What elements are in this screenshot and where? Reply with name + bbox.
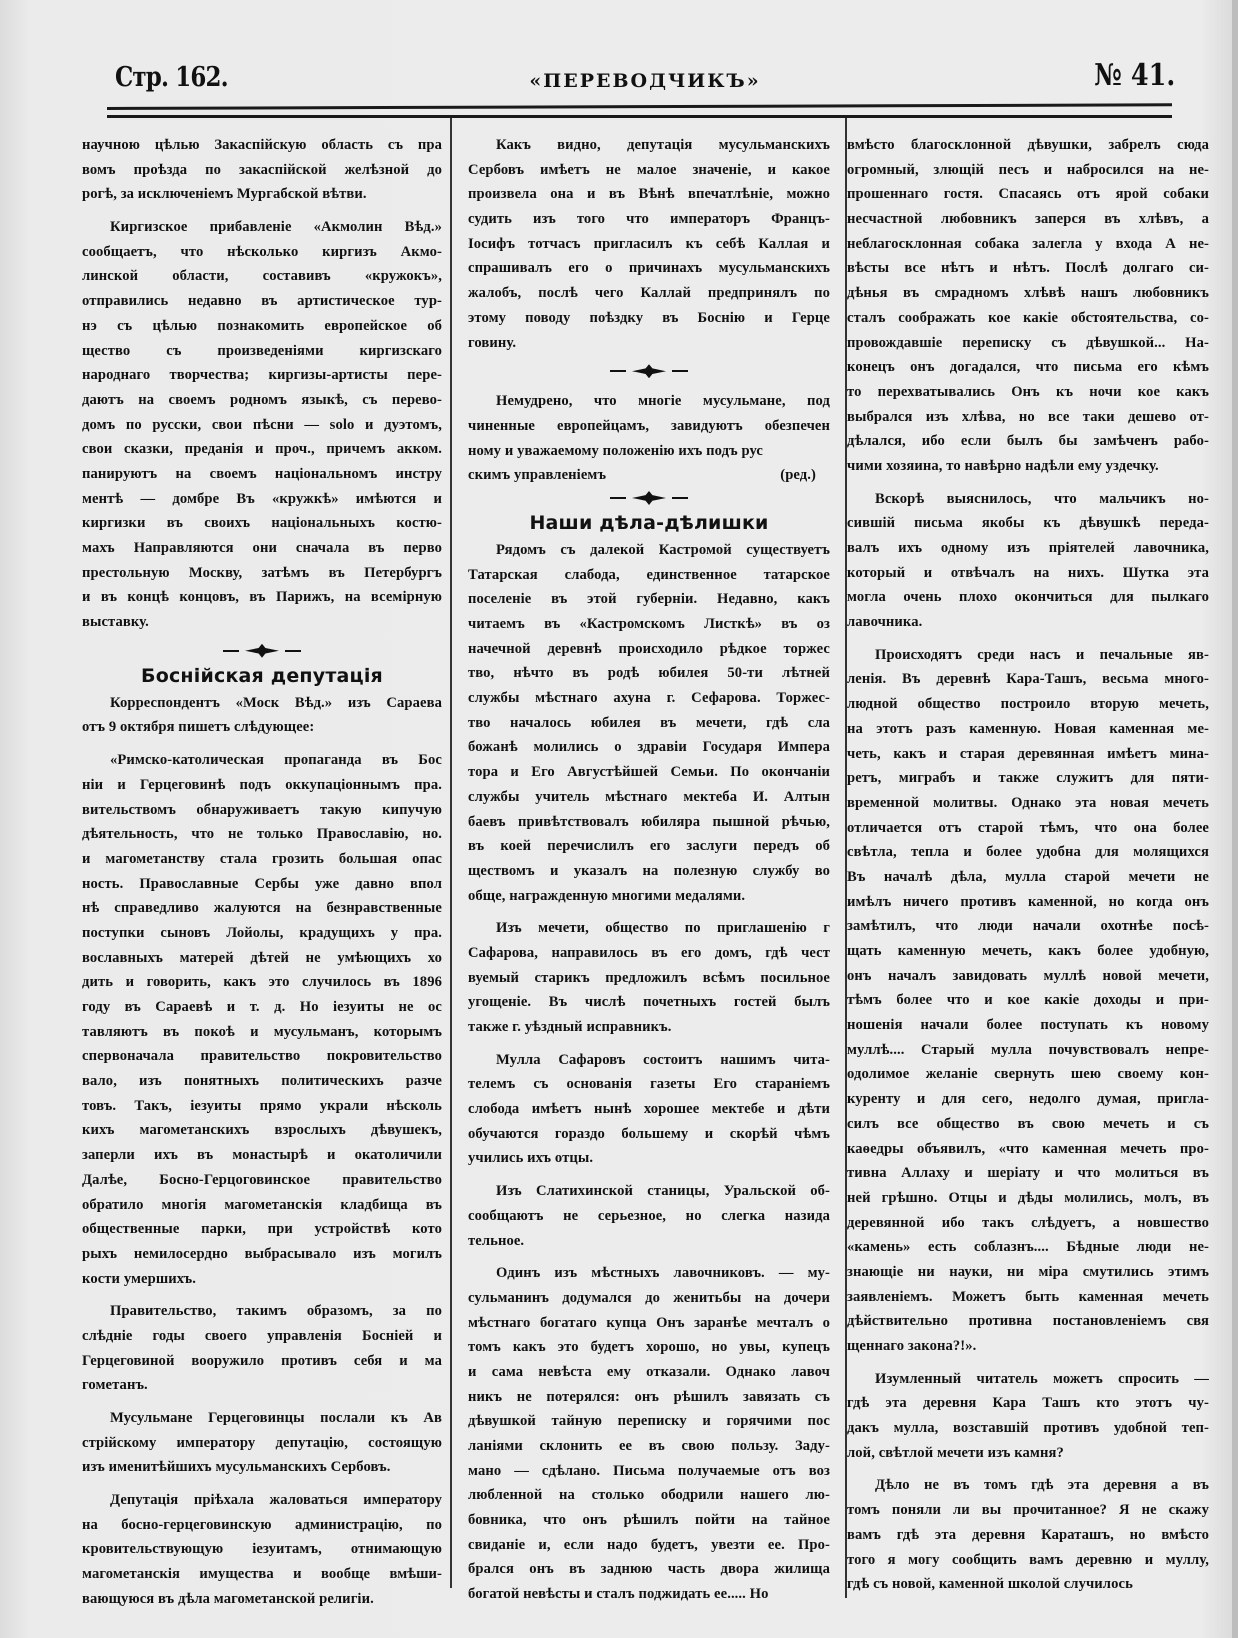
editor-signature: (ред.) bbox=[780, 467, 816, 484]
paragraph-line: лой, свѣтлой мечети изъ камня? bbox=[847, 1444, 1064, 1461]
paragraph-line: обучаются гораздо большему и скорѣй чѣмъ bbox=[468, 1125, 830, 1142]
paragraph bbox=[82, 691, 442, 740]
paragraph-line: дѣнья въ смрадномъ хлѣвѣ нашъ любовникъ bbox=[847, 285, 1209, 302]
paragraph-line: домъ по русски, свои пѣсни — solo и дуэтомъ, bbox=[82, 416, 442, 433]
paragraph-line: четь, какъ и старая деревянная имѣетъ мина- bbox=[847, 745, 1209, 762]
paragraph-line: знающіе ни науки, ни міра смутились этимъ bbox=[847, 1263, 1209, 1280]
paragraph-line: отправились недавно въ артистическое тур- bbox=[82, 293, 442, 310]
paragraph-line: телемъ съ основанія газеты Его стараніемъ bbox=[468, 1076, 830, 1093]
paragraph-line: Татарская слабода, единственное татарское bbox=[468, 566, 830, 583]
paragraph-line: Изумленный читатель можетъ спросить — bbox=[875, 1370, 1209, 1387]
article-heading: Наши дѣла-дѣлишки bbox=[529, 511, 769, 534]
paragraph-line: ношенія начали более поступать къ новому bbox=[847, 1017, 1209, 1034]
paragraph-line: щество съ произведеніями киргизскаго bbox=[82, 342, 442, 359]
paragraph-line: гдѣ съ новой, каменной школой случилось bbox=[847, 1576, 1133, 1593]
paragraph bbox=[82, 1488, 442, 1611]
paragraph-line: киргизки въ своихъ національныхъ костю- bbox=[82, 515, 442, 532]
paragraph-line: престольную Москву, затѣмъ въ Петербургъ bbox=[82, 564, 442, 581]
paragraph-line: народнаго творчества; киргизы-артисты пере- bbox=[82, 367, 442, 384]
paragraph-line: Немудрено, что многіе мусульмане, под bbox=[496, 393, 830, 410]
paragraph bbox=[468, 133, 830, 355]
paragraph-line: онъ началъ завидовать муллѣ новой мечети, bbox=[847, 967, 1209, 984]
paragraph-line: спервоначала правительство покровительство bbox=[82, 1048, 442, 1065]
paragraph-line: научною цѣлью Закаспійскую область съ пра bbox=[82, 137, 442, 153]
paragraph-line: замѣтилъ, что люди начали охотнѣе посѣ- bbox=[847, 918, 1209, 935]
paragraph-line: выбрался изъ хлѣва, но все таки дешево от- bbox=[847, 408, 1209, 425]
paragraph-line: говину. bbox=[468, 334, 517, 351]
paragraph-line: вѣсты все нѣтъ и нѣтъ. Послѣ долгаго си- bbox=[847, 260, 1209, 277]
paragraph-line: тво, нѣчто въ родѣ юбилея 50-ти лѣтней bbox=[468, 665, 830, 682]
paragraph-line: заперли ихъ въ монастырѣ и окатоличили bbox=[82, 1147, 442, 1164]
paragraph-line: того я могу сообщить вамъ деревню и муллу, bbox=[847, 1551, 1209, 1568]
paragraph-line: который и отвѣчалъ на нихъ. Шутка эта bbox=[847, 564, 1209, 581]
paragraph bbox=[82, 133, 442, 207]
paragraph-line: и въ концѣ концовъ, въ Парижъ, на всемірную bbox=[82, 589, 442, 606]
paragraph bbox=[847, 643, 1209, 1359]
paragraph-line: нэ съ цѣлью познакомить европейское об bbox=[82, 317, 442, 334]
paragraph-line: скимъ управленіемъ bbox=[468, 467, 607, 484]
paragraph-line: сообщаетъ, что нѣсколько киргизъ Акмо- bbox=[82, 243, 442, 260]
paragraph-line: рыхъ немилосердно выбрасывало изъ могилъ bbox=[82, 1245, 442, 1262]
paragraph bbox=[847, 1367, 1209, 1466]
column-divider-1 bbox=[450, 118, 452, 1588]
paragraph-line: щеннаго закона?!». bbox=[847, 1338, 977, 1354]
paragraph-line: отъ 9 октября пишетъ слѣдующее: bbox=[82, 719, 315, 736]
paragraph-signature-line bbox=[468, 463, 830, 488]
paragraph-line: прошеннаго гостя. Спасаясь отъ ярой собаки bbox=[847, 186, 1209, 203]
paragraph-line: кровительствующую іезуитамъ, отнимающую bbox=[82, 1541, 442, 1558]
paragraph-line: Изъ Слатихинской станицы, Уральской об- bbox=[496, 1183, 830, 1200]
paragraph-line: бовника, что онъ рѣшилъ пойти на тайное bbox=[468, 1512, 830, 1529]
paragraph-line: на этотъ разъ каменную. Новая каменная ме- bbox=[847, 720, 1209, 737]
paragraph-line: дѣятельность, что не только Православію, но. bbox=[82, 826, 442, 843]
paragraph-line: дакъ мулла, возставшій противъ удобной теп- bbox=[847, 1420, 1209, 1437]
paragraph-line: провождавшіе переписку съ дѣвушкой... На- bbox=[847, 334, 1209, 351]
paragraph-line: Въ началѣ дѣла, мулла старой мечети не bbox=[847, 868, 1209, 885]
paragraph-line: Правительство, такимъ образомъ, за по bbox=[110, 1303, 442, 1320]
paragraph-line: Мусульмане Герцеговинцы послали къ Ав bbox=[110, 1410, 442, 1426]
paragraph-line: общественные парки, при устройствѣ кото bbox=[82, 1221, 442, 1238]
paragraph-line: гометанъ. bbox=[82, 1377, 148, 1394]
paragraph-line: Одинъ изъ мѣстныхъ лавочниковъ. — му- bbox=[496, 1265, 830, 1282]
paragraph-line: чиненные европейцамъ, завидуютъ обезпечен bbox=[468, 417, 830, 434]
paragraph-line: сившій письма якобы къ дѣвушкѣ переда- bbox=[847, 515, 1209, 532]
paragraph-line: томъ поняли ли вы прочитанное? Я не скажу bbox=[847, 1502, 1209, 1519]
paragraph bbox=[82, 1406, 442, 1480]
paragraph-line: Дѣло не въ томъ гдѣ эта деревня а въ bbox=[875, 1477, 1209, 1494]
paragraph-line: людной общество построило вторую мечеть, bbox=[847, 696, 1209, 713]
paragraph bbox=[468, 1261, 830, 1607]
paragraph-line: слѣдніе годы своего управленія Босніей и bbox=[82, 1327, 442, 1344]
paragraph bbox=[847, 487, 1209, 635]
paragraph-line: то перехватывались Онъ къ ночи кое какъ bbox=[847, 383, 1209, 400]
paragraph-line: поступки сыновъ Лойолы, крадущихъ у пра. bbox=[82, 924, 442, 941]
paragraph-line: произвела она и въ Вѣнѣ впечатлѣніе, можно bbox=[468, 186, 830, 203]
paragraph-line: брался онъ въ заднюю часть двора жилища bbox=[468, 1561, 830, 1578]
paragraph-line: мано — сдѣлано. Письма получаемые отъ воз bbox=[468, 1462, 830, 1479]
column-middle bbox=[468, 133, 830, 1607]
paragraph-line: Какъ видно, депутація мусульманскихъ bbox=[496, 137, 830, 153]
paragraph-line: дить и говорить, какъ это случилось въ 1896 bbox=[82, 974, 442, 991]
paragraph-line: муллѣ.... Старый мулла почувствовалъ непре- bbox=[847, 1041, 1209, 1058]
paragraph-line: учились ихъ отцы. bbox=[468, 1150, 594, 1167]
paragraph-line: и магометанству стала грозить большая опас bbox=[82, 850, 442, 867]
paragraph-line: Происходятъ среди насъ и печальные яв- bbox=[875, 646, 1209, 663]
paragraph bbox=[468, 916, 830, 1039]
paragraph-line: поселеніе въ этой губерніи. Недавно, какъ bbox=[468, 591, 830, 608]
paragraph-line: вающуюся въ дѣла магометанской религіи. bbox=[82, 1590, 374, 1607]
ornament-diamond-icon bbox=[82, 641, 442, 661]
paragraph-line: Корреспондентъ «Моск Вѣд.» изъ Сараева bbox=[110, 694, 442, 711]
paragraph-line: году въ Сараевѣ и т. д. Но іезуиты не ос bbox=[82, 999, 442, 1015]
paragraph-line: силъ все общество въ свою мечеть и съ bbox=[847, 1115, 1209, 1132]
paragraph-line: свиданіе и, если надо будетъ, увезти ее. Про- bbox=[468, 1536, 830, 1553]
header-rule-top bbox=[107, 103, 1172, 110]
paragraph-line: каѳедры объявилъ, «что каменная мечеть про- bbox=[847, 1140, 1209, 1157]
paragraph-line: ланіями склонить ее въ свою пользу. Заду- bbox=[468, 1438, 830, 1454]
paragraph-line: обще, награжденную многими медалями. bbox=[468, 887, 746, 904]
paragraph-line: щать каменную мечеть, какъ более удобную, bbox=[847, 943, 1209, 959]
paragraph-line: Изъ мечети, общество по приглашенію г bbox=[496, 920, 830, 937]
paragraph-line: Іосифъ тотчасъ пригласилъ къ себѣ Каллая и bbox=[468, 235, 830, 252]
issue-number: № 41. bbox=[1094, 58, 1175, 93]
paragraph-line: линской области, составивъ «кружокъ», bbox=[82, 268, 442, 285]
paragraph-line: вомъ проѣзда по закаспійской желѣзной до bbox=[82, 161, 442, 178]
paragraph-line: конецъ онъ догадался, что письма его кѣмъ bbox=[847, 359, 1209, 376]
paragraph-line: службы учитель мѣстнаго мектеба И. Алтын bbox=[468, 788, 830, 805]
paragraph-line: куренту и для сего, недолго думая, пригла- bbox=[847, 1091, 1209, 1108]
paragraph-line: тво началось юбилея въ мечети, гдѣ сла bbox=[468, 714, 830, 731]
paragraph-line: вмѣсто благосклонной дѣвушки, забрелъ сюда bbox=[847, 137, 1209, 153]
paragraph-line: деревянной ибо такъ слѣдуетъ, а новшество bbox=[847, 1214, 1209, 1231]
paragraph-line: тора и Его Августѣйшей Семьи. По окончаніи bbox=[468, 764, 830, 781]
paragraph-line: магометанскія имущества и вообще вмѣши- bbox=[82, 1566, 442, 1583]
paragraph-line: ней грѣшно. Отцы и дѣды молились, молъ, въ bbox=[847, 1189, 1209, 1206]
paragraph-line: сульманинъ додумался до женитьбы на дочери bbox=[468, 1289, 830, 1306]
paragraph-line: несчастной любовникъ заперся въ хлѣвъ, а bbox=[847, 211, 1209, 228]
paragraph-line: валъ ихъ одному изъ пріятелей лавочника, bbox=[847, 540, 1209, 556]
paragraph-line: ретъ, миграбъ и также служитъ для пяти- bbox=[847, 770, 1209, 787]
paragraph bbox=[82, 1299, 442, 1398]
paragraph bbox=[82, 215, 442, 635]
paragraph-line: рогѣ, за исключеніемъ Мургабской вѣтви. bbox=[82, 186, 367, 203]
paragraph-line: неблагосклонная собака залегла у входа А не- bbox=[847, 235, 1209, 252]
paragraph-line: свѣтла, тепла и более удобна для молящихся bbox=[847, 844, 1209, 861]
paragraph-line: тѣмъ более что и кое какіе доходы и при- bbox=[847, 992, 1209, 1009]
page-number: Стр. 162. bbox=[115, 62, 228, 93]
paragraph-line: вамъ гдѣ эта деревня Караташъ, но вмѣсто bbox=[847, 1526, 1209, 1543]
paragraph bbox=[82, 748, 442, 1291]
paragraph-line: дѣлался, ибо если былъ бы замѣченъ рабо- bbox=[847, 433, 1209, 450]
paragraph-line: слобода имѣетъ нынѣ хорошее мектебе и дѣти bbox=[468, 1101, 830, 1118]
paragraph-line: одолимое желаніе свернуть шею своему кон- bbox=[847, 1066, 1209, 1083]
paragraph-line: махъ Направляются они сначала въ перво bbox=[82, 540, 442, 556]
article-heading: Боснійская депутація bbox=[141, 664, 383, 687]
paragraph-line: любленной на столько ободрили нашего лю- bbox=[468, 1487, 830, 1504]
paragraph-line: этому поводу поѣздку въ Боснію и Герце bbox=[468, 309, 830, 326]
paragraph-line: товъ. Такъ, іезуиты прямо украли нѣсколь bbox=[82, 1097, 442, 1114]
paragraph-line: спрашивалъ его о причинахъ мусульманскихъ bbox=[468, 260, 830, 277]
paragraph-line: заявленіемъ. Можетъ быть каменная мечеть bbox=[847, 1288, 1209, 1305]
paragraph bbox=[468, 389, 830, 463]
paragraph-line: ществомъ и указалъ на полезную службу во bbox=[468, 862, 830, 879]
paragraph-line: имѣлъ ничего противъ каменной, но когда онъ bbox=[847, 893, 1209, 910]
paragraph bbox=[468, 1179, 830, 1253]
paragraph-line: кихъ магометанскихъ взрослыхъ дѣвушекъ, bbox=[82, 1122, 442, 1139]
paragraph-line: панируютъ на своемъ національномъ инстру bbox=[82, 465, 442, 482]
paragraph-line: обратило многія магометанскія кладбища въ bbox=[82, 1196, 442, 1213]
paragraph-line: Вскорѣ выяснилось, что мальчикъ но- bbox=[875, 490, 1209, 507]
paragraph-line: угощеніе. Въ числѣ почетныхъ гостей былъ bbox=[468, 994, 830, 1011]
paragraph-line: жалобъ, послѣ чего Каллай предпринялъ по bbox=[468, 285, 830, 302]
paragraph-line: лавочника. bbox=[847, 614, 923, 631]
paragraph-line: тавляютъ въ покоѣ и мусульманъ, которымъ bbox=[82, 1023, 442, 1040]
paragraph-line: также г. уѣздный исправникъ. bbox=[468, 1019, 672, 1035]
paragraph-line: никъ не потерялся: онъ рѣшилъ завязать съ bbox=[468, 1388, 830, 1405]
paragraph-line: «камень» есть соблазнъ.... Бѣдные люди не- bbox=[847, 1239, 1209, 1256]
paragraph-line: нѣ справедливо жалуются на безнравственные bbox=[82, 900, 442, 917]
page-header bbox=[115, 58, 1175, 102]
paragraph-line: Сафарова, направилось въ его домъ, гдѣ чест bbox=[468, 944, 830, 961]
paragraph bbox=[468, 1048, 830, 1171]
paragraph-line: вуемый старикъ предложилъ всѣмъ посильное bbox=[468, 969, 830, 986]
paragraph-line: и сама невѣста ему отказали. Однако лавоч bbox=[468, 1363, 830, 1380]
paragraph-line: тельное. bbox=[468, 1232, 525, 1249]
paragraph-line: Герцеговиной вооружило противъ себя и ма bbox=[82, 1352, 442, 1369]
paragraph-line: свои сказки, преданія и проч., причемъ акком. bbox=[82, 441, 442, 458]
paragraph-line: могла очень плохо окончиться для пылкаго bbox=[847, 589, 1209, 606]
paragraph-line: выставку. bbox=[82, 614, 149, 631]
paragraph-line: временной молитвы. Однако эта новая мечеть bbox=[847, 794, 1209, 811]
paragraph bbox=[847, 1473, 1209, 1596]
column-right bbox=[847, 133, 1209, 1597]
paragraph-line: изъ именитѣйшихъ мусульманскихъ Сербовъ. bbox=[82, 1459, 391, 1476]
paragraph-line: чими хозяина, то навѣрно надѣли ему уздечку. bbox=[847, 457, 1159, 474]
paragraph-line: баевъ привѣтствовалъ юбиляра пышной рѣчью, bbox=[468, 813, 830, 830]
paragraph-line: отличается отъ старой тѣмъ, что она более bbox=[847, 819, 1209, 836]
paragraph-line: дѣйствительно противна постановленіемъ свя bbox=[847, 1313, 1209, 1330]
paragraph-line: Киргизское прибавленіе «Акмолин Вѣд.» bbox=[110, 219, 442, 236]
paragraph-line: начечной деревнѣ происходило рѣдкое торжес bbox=[468, 640, 830, 657]
paragraph bbox=[468, 538, 830, 908]
paragraph-line: вительствомъ обнаруживаетъ такую кипучую bbox=[82, 801, 442, 818]
paragraph-line: стрійскому императору депутацію, состоящую bbox=[82, 1434, 442, 1451]
column-left bbox=[82, 133, 442, 1612]
paragraph-line: сталъ соображать кое какіе обстоятельства, со- bbox=[847, 309, 1209, 326]
paragraph-line: даютъ на своемъ родномъ языкѣ, съ перево- bbox=[82, 391, 442, 408]
paragraph-line: читаемъ въ «Кастромскомъ Листкѣ» въ оз bbox=[468, 616, 830, 632]
paragraph-line: службы мѣстнаго ахуна г. Сефарова. Торжес- bbox=[468, 690, 830, 707]
paragraph-line: дѣвушкой тайную переписку и горячими пос bbox=[468, 1413, 830, 1430]
paragraph-line: въ коей перечислилъ его заслуги передъ об bbox=[468, 838, 830, 855]
paragraph-line: тивна Аллаху и шеріату и что молиться въ bbox=[847, 1165, 1209, 1182]
paragraph-line: сообщаютъ не серьезное, но слегка назида bbox=[468, 1207, 830, 1224]
header-rule-bottom bbox=[107, 115, 1172, 118]
paragraph-line: ленія. Въ деревнѣ Кара-Ташъ, весьма много- bbox=[847, 671, 1209, 688]
paragraph-line: Далѣе, Босно-Герцоговинское правительство bbox=[82, 1171, 442, 1188]
paragraph-line: мѣстнаго богатаго купца Онъ заранѣе мечталъ о bbox=[468, 1314, 830, 1331]
page-edge-shadow bbox=[1232, 0, 1238, 1638]
paragraph-line: судить изъ того что императоръ Францъ- bbox=[468, 211, 830, 228]
paragraph-line: ность. Православные Сербы уже давно впол bbox=[82, 875, 442, 892]
paragraph-line: кости умершихъ. bbox=[82, 1270, 196, 1287]
paragraph-line: Сербовъ имѣетъ не малое значеніе, и какое bbox=[468, 161, 830, 178]
ornament-diamond-icon bbox=[468, 488, 830, 508]
paragraph-line: ментѣ — домбре Въ «кружкѣ» имѣются и bbox=[82, 490, 442, 507]
paragraph-line: «Римско-католическая пропаганда въ Бос bbox=[110, 752, 442, 769]
paragraph-line: Депутація пріѣхала жаловаться императору bbox=[110, 1492, 442, 1509]
paragraph-line: ному и уважаемому положенію ихъ подъ рус bbox=[468, 442, 763, 459]
paragraph-line: на босно-герцеговинскую администрацію, по bbox=[82, 1516, 442, 1533]
paragraph bbox=[847, 133, 1209, 479]
paragraph-line: Мулла Сафаровъ состоитъ нашимъ чита- bbox=[496, 1051, 830, 1068]
paragraph-line: томъ какъ это будетъ хорошо, но увы, купецъ bbox=[468, 1339, 830, 1356]
paragraph-line: вало, изъ понятныхъ политическихъ разче bbox=[82, 1073, 442, 1090]
paragraph-line: гдѣ эта деревня Кара Ташъ кто этотъ чу- bbox=[847, 1395, 1209, 1412]
paragraph-line: богатой невѣсты и сталъ поджидать ее..... Но bbox=[468, 1586, 769, 1603]
ornament-diamond-icon bbox=[468, 361, 830, 381]
paragraph-line: ніи и Герцеговинѣ подъ оккупаціоннымъ пра. bbox=[82, 776, 442, 793]
paragraph-line: огромный, злющій песъ и набросился на не- bbox=[847, 161, 1209, 178]
paragraph-line: Рядомъ съ далекой Кастромой существуетъ bbox=[496, 541, 830, 558]
newspaper-title: «ПЕРЕВОДЧИКЪ» bbox=[529, 70, 761, 92]
paragraph-line: божанѣ молились о здравіи Государя Импера bbox=[468, 739, 830, 756]
paragraph-line: вославныхъ матерей дѣтей не умѣющихъ хо bbox=[82, 949, 442, 966]
